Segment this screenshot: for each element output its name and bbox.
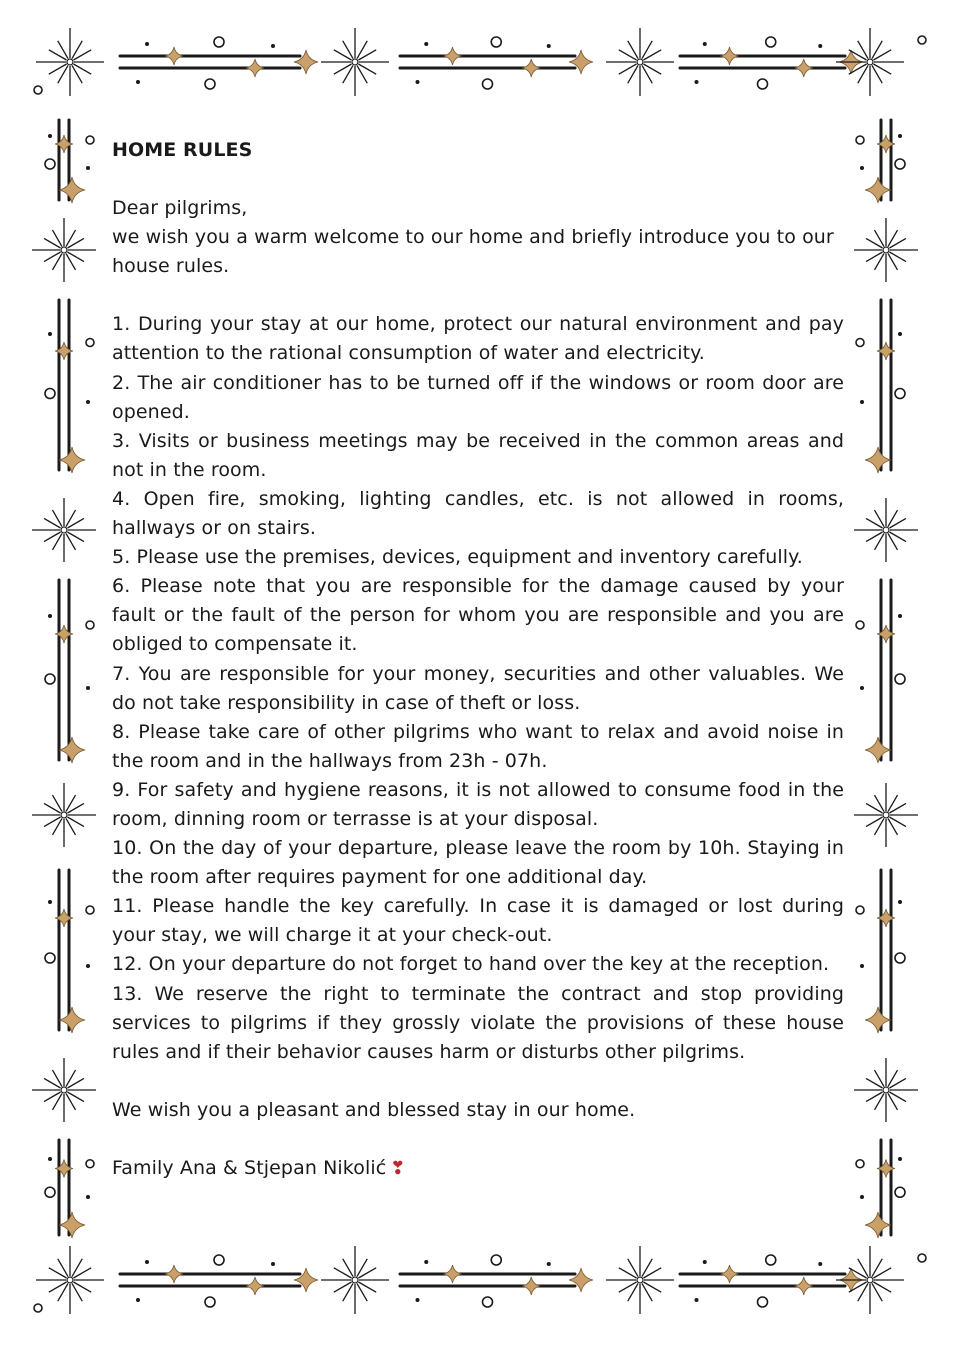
rule-item: 11. Please handle the key carefully. In case it is damaged or lost during your stay, we will charge it at your check-out. xyxy=(112,895,844,947)
dot-icon xyxy=(898,1157,902,1161)
circle-icon xyxy=(45,1187,55,1197)
dot-icon xyxy=(898,332,902,336)
circle-icon xyxy=(895,674,905,684)
four-point-star-icon xyxy=(246,1277,264,1295)
rule-item: 5. Please use the premises, devices, equipment and inventory carefully. xyxy=(112,546,803,569)
circle-icon xyxy=(86,1160,94,1168)
four-point-star-icon xyxy=(795,59,813,77)
rule-item: 9. For safety and hygiene reasons, it is not allowed to consume food in the room, dinning room or terrasse is at your disposal. xyxy=(112,778,844,830)
dot-icon xyxy=(416,80,420,84)
dot-icon xyxy=(703,1260,707,1264)
four-point-star-icon xyxy=(59,1212,85,1238)
dot-icon xyxy=(48,900,52,904)
circle-icon xyxy=(214,37,224,47)
dot-icon xyxy=(48,134,52,138)
four-point-star-icon xyxy=(59,177,85,203)
sparkle-icon xyxy=(36,28,104,96)
circle-icon xyxy=(45,953,55,963)
four-point-star-icon xyxy=(865,177,891,203)
circle-icon xyxy=(895,953,905,963)
dot-icon xyxy=(547,1262,551,1266)
dot-icon xyxy=(86,400,90,404)
dot-icon xyxy=(860,686,864,690)
circle-icon xyxy=(45,159,55,169)
dot-icon xyxy=(860,166,864,170)
four-point-star-icon xyxy=(865,1007,891,1033)
circle-icon xyxy=(856,1160,864,1168)
intro-text: we wish you a warm welcome to our home and briefly introduce you to our house rules. xyxy=(112,226,834,278)
four-point-star-icon xyxy=(569,1268,593,1292)
dot-icon xyxy=(547,44,551,48)
sparkle-icon xyxy=(854,498,918,562)
sparkle-icon xyxy=(32,783,96,847)
circle-icon xyxy=(895,389,905,399)
circle-icon xyxy=(856,136,864,144)
four-point-star-icon xyxy=(865,737,891,763)
sparkle-icon xyxy=(854,783,918,847)
circle-icon xyxy=(45,389,55,399)
dot-icon xyxy=(86,964,90,968)
circle-icon xyxy=(766,1255,776,1265)
circle-icon xyxy=(856,339,864,347)
dot-icon xyxy=(48,1157,52,1161)
circle-icon xyxy=(758,1297,768,1307)
circle-icon xyxy=(483,1297,493,1307)
circle-icon xyxy=(205,79,215,89)
heart-icon: ❣ xyxy=(390,1157,406,1179)
circle-icon xyxy=(86,906,94,914)
circle-icon xyxy=(895,159,905,169)
circle-icon xyxy=(45,674,55,684)
four-point-star-icon xyxy=(59,737,85,763)
rule-item: 4. Open fire, smoking, lighting candles, etc. is not allowed in rooms, hallways or on stairs. xyxy=(112,487,844,540)
dot-icon xyxy=(136,1298,140,1302)
circle-icon xyxy=(205,1297,215,1307)
circle-icon xyxy=(758,79,768,89)
circle-icon xyxy=(918,1254,926,1262)
dot-icon xyxy=(703,42,707,46)
dot-icon xyxy=(48,332,52,336)
circle-icon xyxy=(86,339,94,347)
dot-icon xyxy=(145,42,149,46)
circle-icon xyxy=(856,906,864,914)
sparkle-icon xyxy=(32,1058,96,1122)
rule-item: 10. On the day of your departure, please leave the room by 10h. Staying in the room after requires payment for one additional day. xyxy=(112,837,844,889)
dot-icon xyxy=(695,1298,699,1302)
dot-icon xyxy=(898,900,902,904)
dot-icon xyxy=(860,400,864,404)
four-point-star-icon xyxy=(165,47,183,65)
dot-icon xyxy=(136,80,140,84)
dot-icon xyxy=(898,614,902,618)
rules-list xyxy=(112,310,844,1066)
greeting: Dear pilgrims, xyxy=(112,197,248,220)
four-point-star-icon xyxy=(522,1277,540,1295)
four-point-star-icon xyxy=(865,1212,891,1238)
four-point-star-icon xyxy=(444,47,462,65)
four-point-star-icon xyxy=(59,1007,85,1033)
sparkle-icon xyxy=(32,218,96,282)
sparkle-icon xyxy=(321,1246,389,1314)
dot-icon xyxy=(898,134,902,138)
closing-text: We wish you a pleasant and blessed stay in our home. xyxy=(112,1098,636,1121)
dot-icon xyxy=(271,1262,275,1266)
rule-item: 6. Please note that you are responsible for the damage caused by your fault or the fault of the person for whom you are responsible and you are obliged to compensate it. xyxy=(112,575,844,656)
rule-item: 7. You are responsible for your money, securities and other valuables. We do not take responsibility in case of theft or loss. xyxy=(112,662,844,714)
dot-icon xyxy=(86,1195,90,1199)
four-point-star-icon xyxy=(721,1265,739,1283)
rule-item: 12. On your departure do not forget to hand over the key at the reception. xyxy=(112,953,830,976)
dot-icon xyxy=(48,614,52,618)
sparkle-icon xyxy=(606,1246,674,1314)
circle-icon xyxy=(895,1187,905,1197)
circle-icon xyxy=(766,37,776,47)
four-point-star-icon xyxy=(294,50,318,74)
circle-icon xyxy=(34,1304,42,1312)
rule-item: 8. Please take care of other pilgrims who want to relax and avoid noise in the room and in the hallways from 23h - 07h. xyxy=(112,720,844,772)
signature-text: Family Ana & Stjepan Nikolić xyxy=(112,1156,387,1179)
dot-icon xyxy=(818,1262,822,1266)
rule-item: 1. During your stay at our home, protect our natural environment and pay attention to the rational consumption of water and electricity. xyxy=(112,313,844,365)
dot-icon xyxy=(860,1195,864,1199)
sparkle-icon xyxy=(321,28,389,96)
circle-icon xyxy=(491,1255,501,1265)
four-point-star-icon xyxy=(721,47,739,65)
sparkle-icon xyxy=(836,28,904,96)
four-point-star-icon xyxy=(569,50,593,74)
sparkle-icon xyxy=(36,1246,104,1314)
circle-icon xyxy=(86,136,94,144)
dot-icon xyxy=(86,686,90,690)
circle-icon xyxy=(491,37,501,47)
page-title: HOME RULES xyxy=(112,139,253,161)
circle-icon xyxy=(34,86,42,94)
dot-icon xyxy=(145,1260,149,1264)
house-rules-notice xyxy=(112,136,844,1183)
dot-icon xyxy=(416,1298,420,1302)
circle-icon xyxy=(86,621,94,629)
four-point-star-icon xyxy=(795,1277,813,1295)
circle-icon xyxy=(214,1255,224,1265)
rule-item: 13. We reserve the right to terminate the contract and stop providing services to pilgrims if they grossly violate the provisions of these house rules and if their behavior causes harm or disturbs other pilgrims. xyxy=(112,982,844,1063)
dot-icon xyxy=(860,964,864,968)
sparkle-icon xyxy=(836,1246,904,1314)
sparkle-icon xyxy=(32,498,96,562)
four-point-star-icon xyxy=(294,1268,318,1292)
rule-item: 3. Visits or business meetings may be received in the common areas and not in the room. xyxy=(112,429,844,481)
circle-icon xyxy=(918,36,926,44)
four-point-star-icon xyxy=(444,1265,462,1283)
sparkle-icon xyxy=(854,1058,918,1122)
dot-icon xyxy=(695,80,699,84)
sparkle-icon xyxy=(854,218,918,282)
sparkle-icon xyxy=(606,28,674,96)
four-point-star-icon xyxy=(865,447,891,473)
dot-icon xyxy=(424,42,428,46)
dot-icon xyxy=(424,1260,428,1264)
four-point-star-icon xyxy=(165,1265,183,1283)
dot-icon xyxy=(818,44,822,48)
dot-icon xyxy=(271,44,275,48)
four-point-star-icon xyxy=(522,59,540,77)
dot-icon xyxy=(86,166,90,170)
signature xyxy=(112,1154,844,1183)
four-point-star-icon xyxy=(59,447,85,473)
four-point-star-icon xyxy=(246,59,264,77)
circle-icon xyxy=(483,79,493,89)
circle-icon xyxy=(856,621,864,629)
rule-item: 2. The air conditioner has to be turned off if the windows or room door are opened. xyxy=(112,371,844,423)
